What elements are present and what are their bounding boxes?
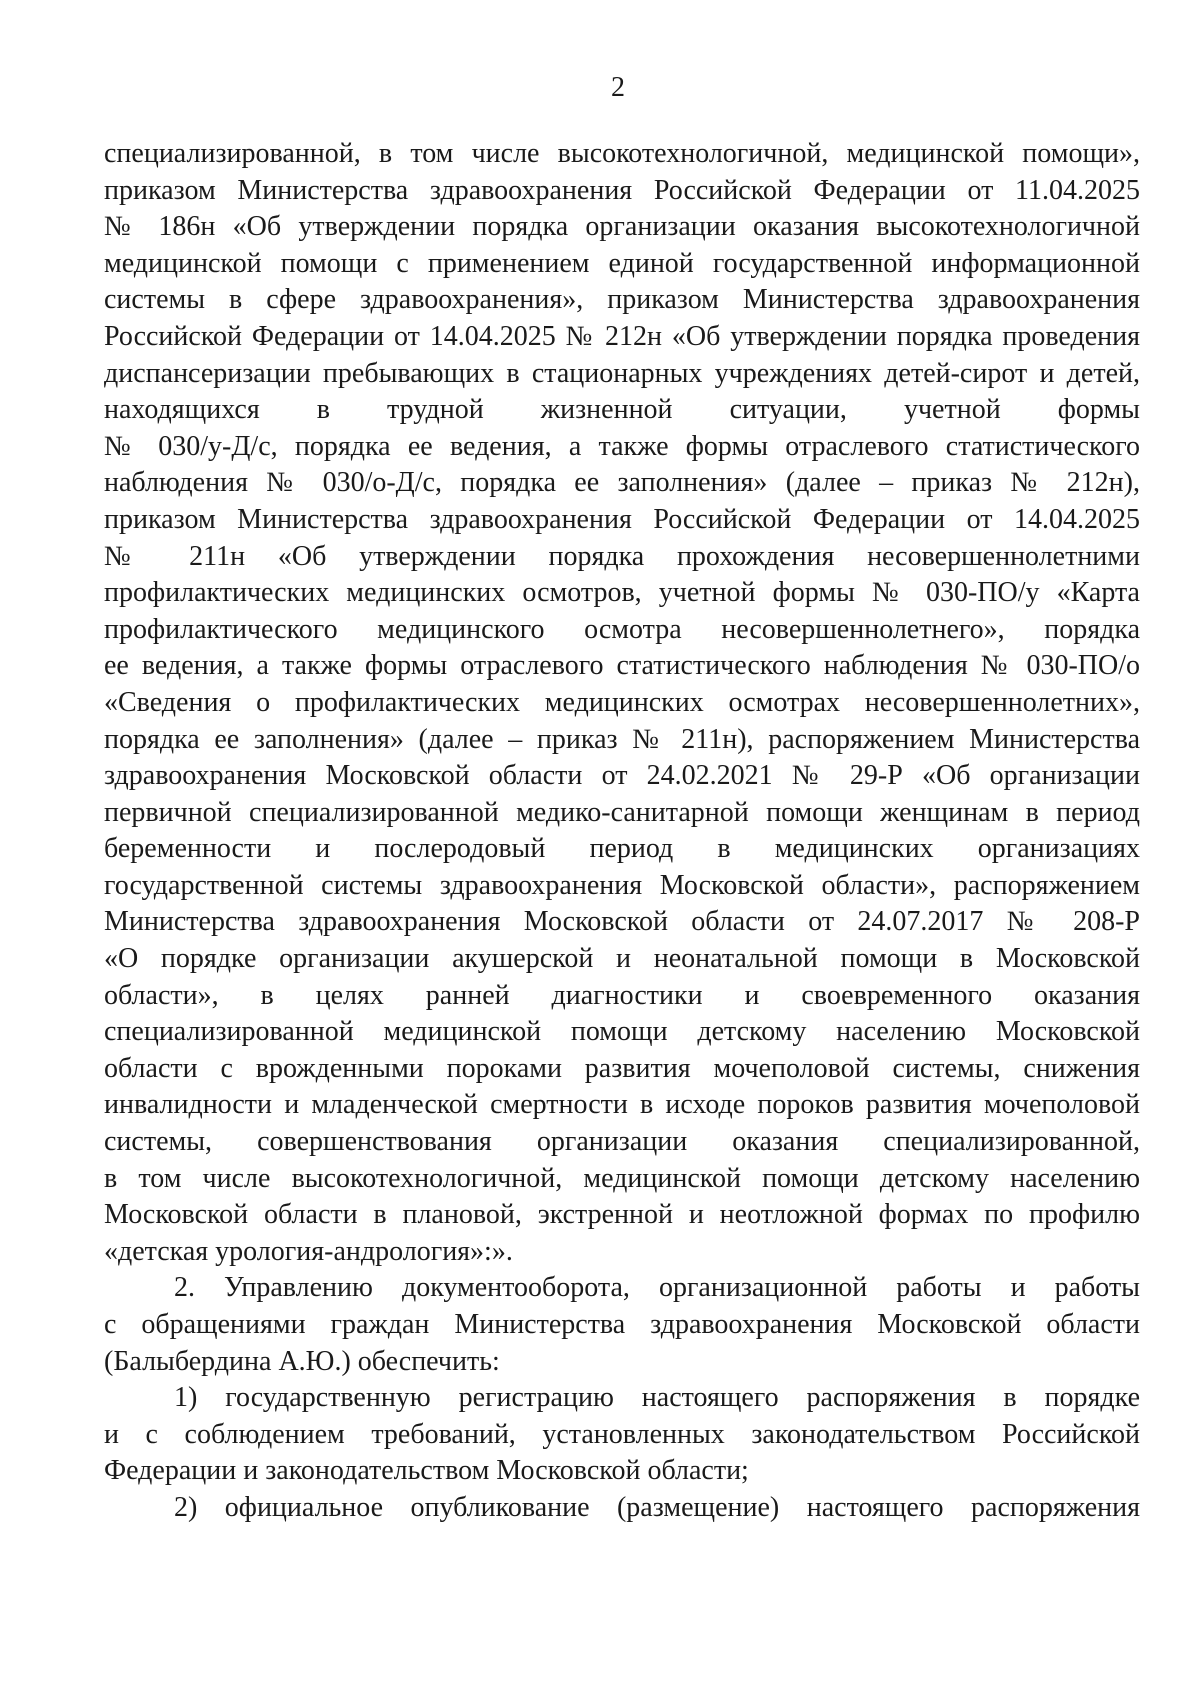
- text-line: «О порядке организации акушерской и неонатальной помощи в Московской: [104, 943, 1140, 975]
- text-line: инвалидности и младенческой смертности в исходе пороков развития мочеполовой: [104, 1089, 1140, 1121]
- text-line: Федерации и законодательством Московской области;: [104, 1455, 749, 1487]
- text-line: порядка ее заполнения» (далее – приказ № 211н), распоряжением Министерства: [104, 723, 1140, 755]
- text-line: № 030/у-Д/с, порядка ее ведения, а также формы отраслевого статистического: [104, 430, 1140, 462]
- text-line: Московской области в плановой, экстренной и неотложной формах по профилю: [104, 1199, 1140, 1231]
- text-line: Российской Федерации от 14.04.2025 № 212н «Об утверждении порядка проведения: [104, 320, 1140, 352]
- text-line: (Балыбердина А.Ю.) обеспечить:: [104, 1345, 500, 1377]
- text-line: 2. Управлению документооборота, организационной работы и работы: [174, 1272, 1140, 1304]
- text-line: диспансеризации пребывающих в стационарных учреждениях детей-сирот и детей,: [104, 357, 1140, 389]
- text-line: приказом Министерства здравоохранения Российской Федерации от 11.04.2025: [104, 174, 1140, 206]
- text-line: 1) государственную регистрацию настоящего распоряжения в порядке: [174, 1382, 1140, 1414]
- text-line: медицинской помощи с применением единой государственной информационной: [104, 247, 1140, 279]
- text-line: ее ведения, а также формы отраслевого статистического наблюдения № 030-ПО/о: [104, 650, 1140, 682]
- text-line: профилактических медицинских осмотров, учетной формы № 030-ПО/у «Карта: [104, 577, 1140, 609]
- text-line: специализированной медицинской помощи детскому населению Московской: [104, 1016, 1140, 1048]
- text-line: и с соблюдением требований, установленных законодательством Российской: [104, 1418, 1140, 1450]
- text-line: Министерства здравоохранения Московской области от 24.07.2017 № 208-Р: [104, 906, 1140, 938]
- text-line: беременности и послеродовый период в медицинских организациях: [104, 833, 1140, 865]
- text-line: приказом Министерства здравоохранения Российской Федерации от 14.04.2025: [104, 503, 1140, 535]
- text-line: области с врожденными пороками развития мочеполовой системы, снижения: [104, 1052, 1140, 1084]
- text-line: государственной системы здравоохранения Московской области», распоряжением: [104, 869, 1140, 901]
- page-number: 2: [611, 72, 625, 103]
- text-line: «детская урология-андрология»:».: [104, 1235, 513, 1267]
- text-line: в том числе высокотехнологичной, медицинской помощи детскому населению: [104, 1162, 1140, 1194]
- text-line: системы, совершенствования организации оказания специализированной,: [104, 1126, 1140, 1158]
- text-line: № 211н «Об утверждении порядка прохождения несовершеннолетними: [104, 540, 1140, 572]
- text-line: профилактического медицинского осмотра несовершеннолетнего», порядка: [104, 613, 1140, 645]
- text-line: специализированной, в том числе высокотехнологичной, медицинской помощи»,: [104, 138, 1140, 169]
- text-line: № 186н «Об утверждении порядка организации оказания высокотехнологичной: [104, 211, 1140, 243]
- text-line: находящихся в трудной жизненной ситуации, учетной формы: [104, 394, 1140, 426]
- text-line: «Сведения о профилактических медицинских осмотрах несовершеннолетних»,: [104, 686, 1140, 718]
- text-line: здравоохранения Московской области от 24.02.2021 № 29-Р «Об организации: [104, 760, 1140, 792]
- text-line: системы в сфере здравоохранения», приказом Министерства здравоохранения: [104, 284, 1140, 316]
- text-line: первичной специализированной медико-санитарной помощи женщинам в период: [104, 796, 1140, 828]
- document-body: [104, 136, 1140, 1527]
- text-line: области», в целях ранней диагностики и своевременного оказания: [104, 979, 1140, 1011]
- text-line: с обращениями граждан Министерства здравоохранения Московской области: [104, 1309, 1140, 1340]
- text-line: 2) официальное опубликование (размещение) настоящего распоряжения: [174, 1491, 1140, 1523]
- text-line: наблюдения № 030/о-Д/с, порядка ее заполнения» (далее – приказ № 212н),: [104, 467, 1140, 499]
